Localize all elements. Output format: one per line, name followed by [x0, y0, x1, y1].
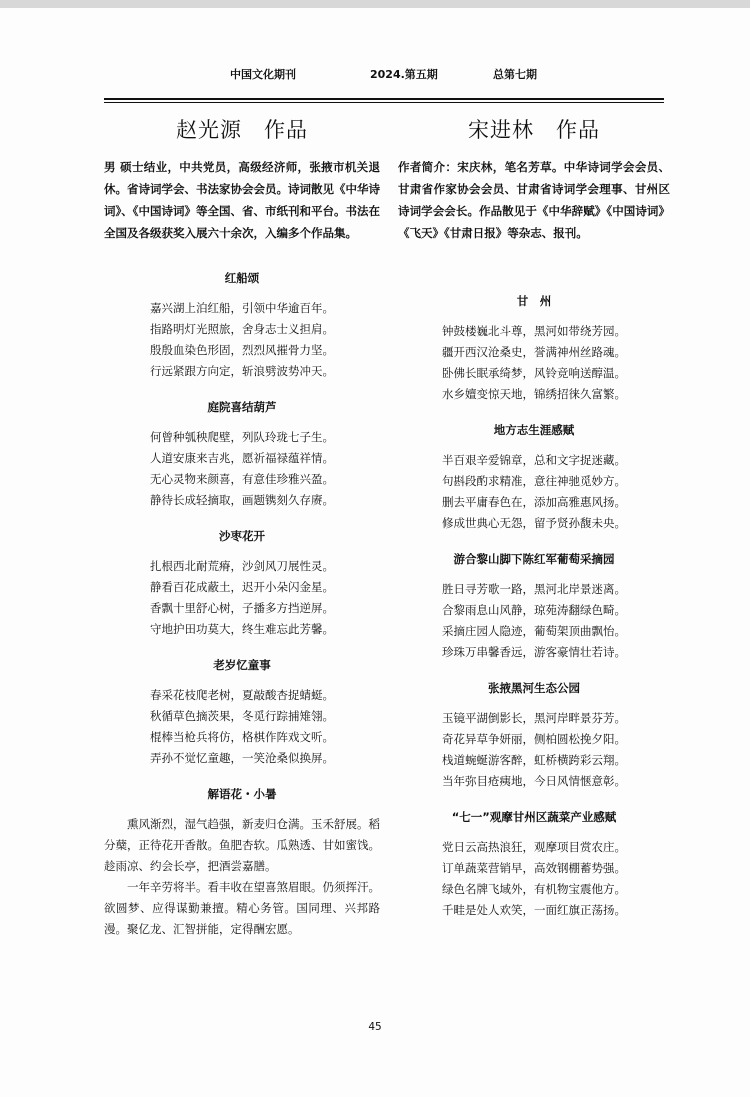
poem-line: 静看百花成蔽土，迟开小朵闪金星。: [150, 580, 334, 594]
journal-page: [0, 8, 750, 1097]
left-author-bio: 男 硕士结业，中共党员，高级经济师，张掖市机关退休。省诗词学会、书法家协会会员。诗词散见《中华诗词》、《中国诗词》等全国、省、市纸刊和平台。书法在全国及各级获奖入展六十余次，入编多个作品集。: [104, 160, 380, 240]
left-author-suffix: 作品: [264, 118, 308, 142]
poem-line: 嘉兴湖上泊红船，引领中华逾百年。: [150, 301, 334, 315]
ci-paragraph: 熏风渐烈，湿气趋强，新麦归仓满。玉禾舒展。稻分蘖，正待花开香散。鱼肥杏软。瓜熟透、甘如蜜饯。趁雨凉、约会长亭，把酒尝嘉膳。: [104, 817, 380, 873]
issue-label: 2024.第五期: [370, 68, 438, 81]
poem-title: 沙枣花开: [219, 529, 265, 543]
page-number: 45: [368, 1021, 382, 1033]
poem-line: 扎根西北耐荒瘠，沙剑风刀展性灵。: [150, 559, 334, 573]
header-rule-thin: [104, 102, 664, 103]
poem-line: 卧佛长眠承绮梦，风铃竞响送醇温。: [442, 366, 626, 380]
journal-name: 中国文化期刊: [230, 68, 296, 81]
poem-line: 何曾种瓠秧爬壁，列队玲珑七子生。: [150, 430, 334, 444]
poem-line: 无心灵物来颜喜，有意佳珍雅兴盈。: [150, 472, 334, 486]
right-column: [398, 108, 670, 921]
poem-line: 采摘庄园人隐迹，葡萄架顶曲飘怡。: [442, 624, 626, 638]
poem-line: 玉镜平湖倒影长，黑河岸畔景芬芳。: [442, 711, 626, 725]
poem-line: 千畦是处人欢笑，一面红旗正荡扬。: [442, 903, 626, 917]
page-header: [0, 66, 750, 86]
poem-title: “七一”观摩甘州区蔬菜产业感赋: [451, 810, 617, 824]
poem-line: 栈道蜿蜒游客醉，虹桥横跨彩云翔。: [442, 753, 626, 767]
poem-line: 合黎雨息山风静，琼苑涛翻绿色畸。: [442, 603, 626, 617]
poem-title: 地方志生涯感赋: [493, 423, 575, 437]
poem-line: 香飘十里舒心树，子播多方挡逆屏。: [150, 601, 334, 615]
poem-line: 行远紧跟方向定，斩浪劈波势冲天。: [150, 364, 334, 378]
poem-line: 疆开西汉沧桑史，誉满神州丝路魂。: [442, 345, 626, 359]
poem-line: 秋循草色摘茨果，冬觅行踪捕雉翎。: [150, 709, 334, 723]
poem-line: 守地护田功莫大，终生难忘此芳馨。: [150, 622, 334, 636]
poem-line: 胜日寻芳歌一路，黑河北岸景迷离。: [442, 582, 626, 596]
right-author-bio: 作者简介：宋庆林，笔名芳草。中华诗词学会会员、甘肃省作家协会会员、甘肃省诗词学会理事、甘州区诗词学会会长。作品散见于《中华辞赋》《中国诗词》《飞天》《甘肃日报》等杂志、报刊。: [398, 160, 670, 240]
poem-line: 春采花枝爬老树，夏敲酸杏捉蜻蜓。: [150, 688, 334, 702]
poem-title: 甘 州: [516, 294, 552, 308]
poem-title: 解语花・小暑: [207, 787, 277, 801]
left-author-name: 赵光源: [176, 118, 242, 142]
poem-line: 奇花异草争妍丽，侧柏圆松挽夕阳。: [442, 732, 626, 746]
poem-line: 静待长成轻摘取，画题镌刻久存赓。: [150, 493, 334, 507]
poem-line: 殷殷血染色形固，烈烈风摧骨力坚。: [150, 343, 334, 357]
poem-line: 水乡嬗变惊天地，锦绣招徕久富繁。: [442, 387, 626, 401]
poem-line: 人道安康来吉兆，愿祈福禄蕴祥情。: [150, 451, 334, 465]
poem-line: 删去平庸春色在，添加高雅惠风扬。: [442, 495, 626, 509]
poem-line: 修成世典心无怨，留予贤孙馥未央。: [442, 516, 626, 530]
poem-title: 游合黎山脚下陈红军葡萄采摘园: [453, 552, 615, 566]
left-author-title: [104, 114, 380, 144]
right-author-suffix: 作品: [556, 118, 600, 142]
poem-line: 棍棒当枪兵将仿，格棋作阵戏文听。: [150, 730, 334, 744]
poem-line: 半百艰辛爱锦章，总和文字捉迷藏。: [442, 453, 626, 467]
poem-line: 指路明灯光照旅，舍身志士义担肩。: [150, 322, 334, 336]
poem-line: 句斟段酌求精准，意往神驰觅妙方。: [442, 474, 626, 488]
right-author-title: [398, 114, 670, 144]
poem-line: 当年弥目疮痍地，今日风情惬意彰。: [442, 774, 626, 788]
total-issue-label: 总第七期: [493, 68, 537, 81]
left-column: [104, 108, 380, 940]
poem-title: 老岁忆童事: [213, 658, 271, 672]
poem-line: 珍珠万串馨香远，游客豪情壮若诗。: [442, 645, 626, 659]
poem-title: 张掖黑河生态公园: [488, 681, 580, 695]
poem-title: 红船颂: [224, 271, 260, 285]
poem-line: 弄孙不觉忆童趣，一笑沧桑似换屏。: [150, 751, 334, 765]
right-author-name: 宋进林: [468, 118, 534, 142]
ci-paragraph: 一年辛劳将半。看丰收在望喜煞眉眼。仍须挥汗。欲圆梦、应得谋勤兼擅。精心务管。国同理、兴邦路漫。聚亿龙、汇智拼能，定得酬宏愿。: [104, 880, 380, 936]
header-rule-thick: [104, 98, 664, 100]
poem-line: 党日云高热浪狂，观摩项目赏农庄。: [442, 840, 626, 854]
poem-line: 绿色名牌飞域外，有机物宝震他方。: [442, 882, 626, 896]
poem-line: 钟鼓楼巍北斗尊，黑河如带绕芳园。: [442, 324, 626, 338]
poem-line: 订单蔬菜营销早，高效钢棚蓄势强。: [442, 861, 626, 875]
poem-title: 庭院喜结葫芦: [207, 400, 277, 414]
